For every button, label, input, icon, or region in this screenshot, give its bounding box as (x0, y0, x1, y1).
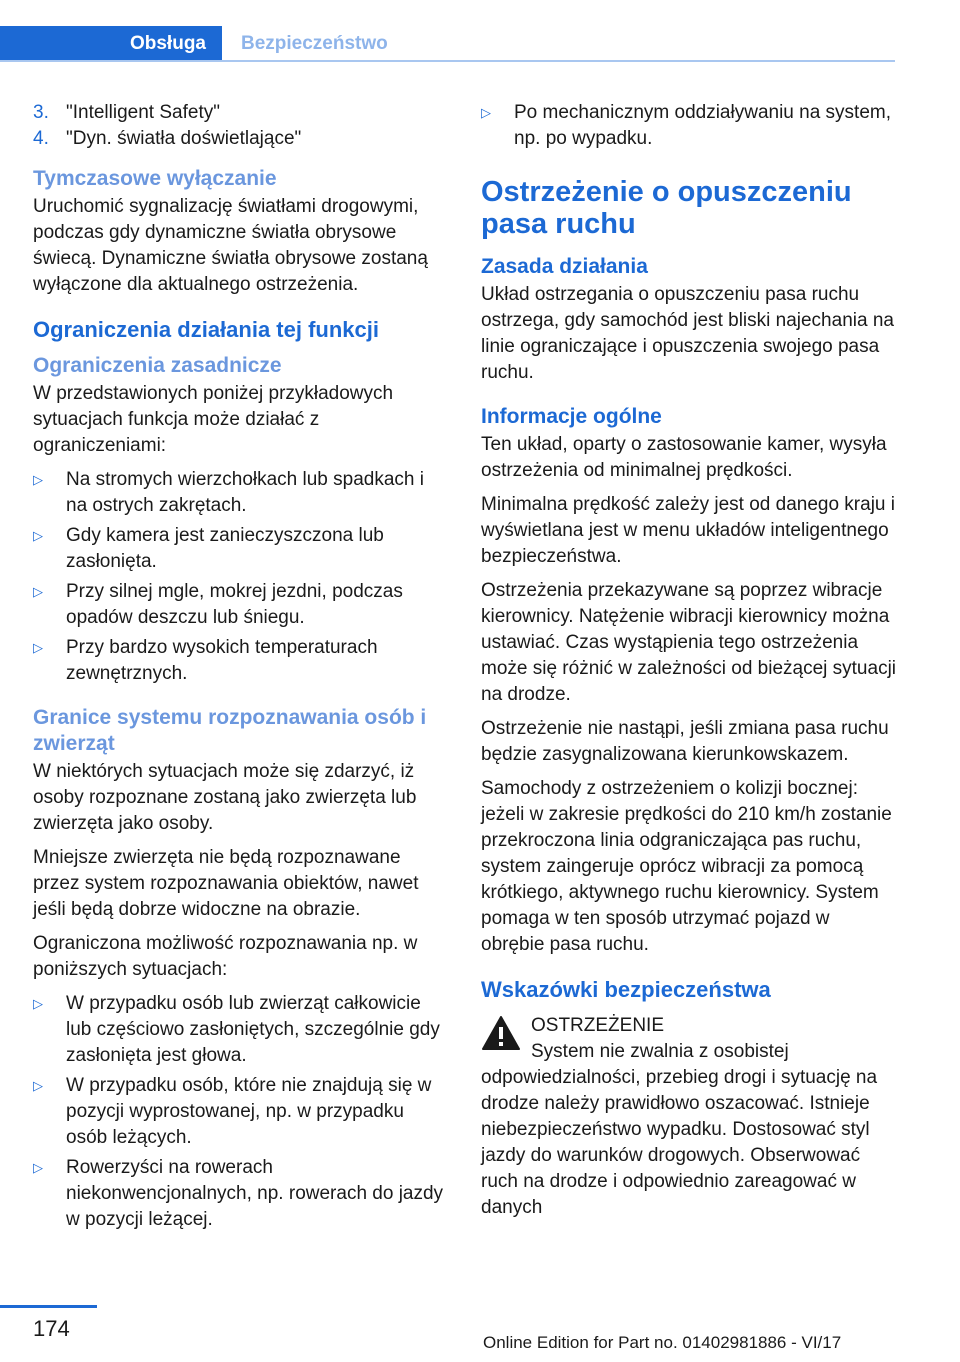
numbered-item (33, 100, 448, 126)
list-item (33, 1073, 448, 1151)
section-title: Ostrzeżenie o opuszczeniu pasa ruchu (481, 176, 852, 240)
triangle-bullet-icon: ▷ (33, 584, 43, 599)
item-text: "Intelligent Safety" (66, 102, 220, 123)
warning-triangle-icon (481, 1015, 521, 1051)
list-item-text: Przy bardzo wysokich temperaturach zewnętrznych. (66, 637, 378, 684)
paragraph: Mniejsze zwierzęta nie będą rozpoznawane przez system rozpoznawania obiektów, nawet jeśli będą dobrze widoczne na obrazie. (33, 847, 419, 920)
paragraph: Ten układ, oparty o zastosowanie kamer, wysyła ostrzeżenia od minimalnej prędkości. (481, 434, 887, 481)
list-item (481, 100, 896, 152)
warning-box (481, 1013, 896, 1221)
list-item-text: Rowerzyści na rowerach niekonwencjonalnych, np. rowerach do jazdy w pozycji leżącej. (66, 1157, 444, 1230)
edition-text: Online Edition for Part no. 01402981886 - VI/17 (483, 1333, 842, 1352)
triangle-bullet-icon: ▷ (33, 528, 43, 543)
paragraph: Uruchomić sygnalizację światłami drogowymi, podczas gdy dynamiczne światła obrysowe świecą. Dynamiczne światła obrysowe zostaną wyłączone dla aktualnego ostrzeżenia. (33, 196, 428, 295)
right-column (481, 100, 896, 1221)
header-divider (0, 60, 895, 62)
list-item-text: W przypadku osób, które nie znajdują się w pozycji wyprostowanej, np. w przypadku osób leżących. (66, 1075, 432, 1148)
paragraph: Ostrzeżenie nie nastąpi, jeśli zmiana pasa ruchu będzie zasygnalizowana kierunkowskazem. (481, 718, 889, 765)
paragraph: Ostrzeżenia przekazywane są poprzez wibracje kierownicy. Natężenie wibracji kierownicy można ustawiać. Czas wystąpienia tego ostrzeżenia może się różnić w zależności od bieżącej sytuacji na drodze. (481, 580, 897, 705)
limits-list (33, 467, 448, 687)
paragraph: W niektórych sytuacjach może się zdarzyć, iż osoby rozpoznane zostaną jako zwierzęta lub zwierzęta jako osoby. (33, 761, 417, 834)
left-column (33, 100, 448, 1239)
list-item-text: Gdy kamera jest zanieczyszczona lub zasłonięta. (66, 525, 384, 572)
triangle-bullet-icon: ▷ (33, 996, 43, 1011)
tab-bezpieczenstwo[interactable]: Bezpieczeństwo (241, 32, 388, 54)
triangle-bullet-icon: ▷ (33, 1160, 43, 1175)
warning-text: System nie zwalnia z osobistej odpowiedzialności, przebieg drogi i sytuację na drodze należy prawidłowo oszacować. Istnieje niebezpieczeństwo wypadku. Dostosować styl jazdy do warunków drogowych. Obserwować ruch na drodze i odpowiednio zareagować w danych (481, 1041, 878, 1218)
heading-general-info: Informacje ogólne (481, 405, 662, 428)
recognition-list (33, 991, 448, 1233)
list-item-text: Po mechanicznym oddziaływaniu na system, np. po wypadku. (514, 102, 892, 149)
triangle-bullet-icon: ▷ (33, 472, 43, 487)
triangle-bullet-icon: ▷ (33, 640, 43, 655)
heading-principle: Zasada działania (481, 255, 648, 278)
heading-basic-limits: Ograniczenia zasadnicze (33, 354, 282, 377)
list-item (33, 579, 448, 631)
heading-recognition-limits: Granice systemu rozpoznawania osób i zwierząt (33, 706, 427, 755)
paragraph: Układ ostrzegania o opuszczeniu pasa ruchu ostrzega, gdy samochód jest bliski najechania na linie ograniczające i opuszczenia swojego pasa ruchu. (481, 284, 894, 383)
paragraph: Minimalna prędkość zależy jest od danego kraju i wyświetlana jest w menu układów inteligentnego bezpieczeństwa. (481, 494, 895, 567)
paragraph: Samochody z ostrzeżeniem o kolizji bocznej: jeżeli w zakresie prędkości do 210 km/h zostanie przekroczona linia odgraniczająca pas ruchu, system zaingeruje oprócz wibracji za pomocą krótkiego, aktywnego ruchu kierownicy. System pomaga w ten sposób utrzymać pojazd w obrębie pasa ruchu. (481, 778, 892, 955)
numbered-item (33, 126, 448, 152)
list-item-text: W przypadku osób lub zwierząt całkowicie lub częściowo zasłoniętych, szczególnie gdy zasłonięta jest głowa. (66, 993, 440, 1066)
item-number: 4. (33, 128, 49, 149)
list-item (33, 1155, 448, 1233)
top-list (481, 100, 896, 152)
page-number: 174 (33, 1316, 70, 1341)
list-item (33, 991, 448, 1069)
list-item-text: Przy silnej mgle, mokrej jezdni, podczas opadów deszczu lub śniegu. (66, 581, 403, 628)
header-tabs (0, 0, 895, 62)
list-item (33, 467, 448, 519)
list-item-text: Na stromych wierzchołkach lub spadkach i na ostrych zakrętach. (66, 469, 424, 516)
heading-temporary-off: Tymczasowe wyłączanie (33, 167, 277, 190)
item-number: 3. (33, 102, 49, 123)
triangle-bullet-icon: ▷ (481, 105, 491, 120)
tab-obsluga[interactable]: Obsługa (0, 26, 222, 61)
list-item (33, 635, 448, 687)
warning-title: OSTRZEŻENIE (531, 1015, 665, 1036)
list-item (33, 523, 448, 575)
triangle-bullet-icon: ▷ (33, 1078, 43, 1093)
heading-function-limits: Ograniczenia działania tej funkcji (33, 317, 379, 342)
item-text: "Dyn. światła doświetlające" (66, 128, 302, 149)
footer-line (0, 1305, 97, 1308)
paragraph: W przedstawionych poniżej przykładowych sytuacjach funkcja może działać z ograniczeniami: (33, 383, 394, 456)
heading-safety-tips: Wskazówki bezpieczeństwa (481, 977, 771, 1002)
paragraph: Ograniczona możliwość rozpoznawania np. w poniższych sytuacjach: (33, 933, 418, 980)
